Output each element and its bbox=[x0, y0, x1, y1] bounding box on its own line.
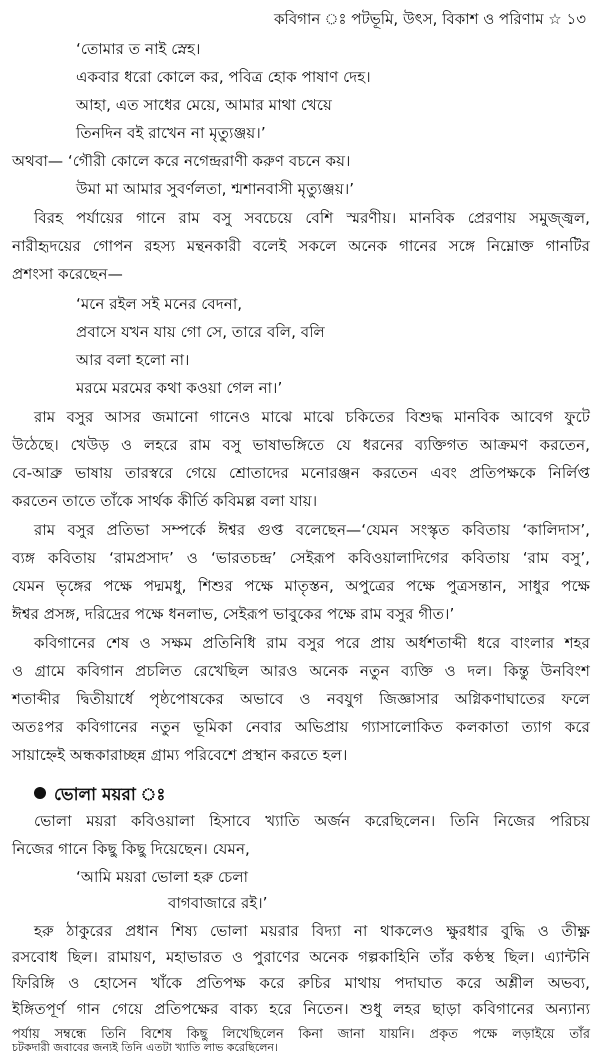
verse-line: তিনদিন বই রাখেন না মৃত্যুঞ্জয়।’ bbox=[76, 124, 266, 142]
paragraph-line: ভোলা ময়রা কবিওয়ালা হিসাবে খ্যাতি অর্জন করেছিলেন। তিনি নিজের পরিচয় bbox=[34, 812, 590, 830]
verse-line: বাগবাজারে রই।’ bbox=[168, 894, 268, 912]
verse-line: একবার ধরো কোলে কর, পবিত্র হোক পাষাণ দেহ। bbox=[76, 68, 371, 86]
verse-line: ‘মনে রইল সই মনের বেদনা, bbox=[76, 295, 243, 313]
paragraph-line: করতেন তাতে তাঁকে সার্থক কীর্তি কবিমল্ল বলা যায়। bbox=[12, 492, 318, 510]
verse-line: মরমে মরমের কথা কওয়া গেল না।’ bbox=[76, 379, 283, 397]
verse-line: প্রবাসে যখন যায় গো সে, তারে বলি, বলি bbox=[76, 323, 325, 341]
paragraph-line: সায়াহ্নেই অন্ধকারাচ্ছন্ন গ্রাম্য পরিবেশে প্রস্থান করতে হল। bbox=[12, 746, 348, 764]
bullet-icon bbox=[34, 787, 46, 799]
paragraph-line: বে-আব্রু ভাষায় তারস্বরে গেয়ে শ্রোতাদের মনোরঞ্জন করতেন এবং প্রতিপক্ষকে নির্লিপ্ত bbox=[12, 464, 590, 482]
paragraph-line: ঈশ্বর প্রসঙ্গ, দরিদ্রের পক্ষে ধনলাভ, সেইরূপ ভাবুকের পক্ষে রাম বসুর গীত।’ bbox=[12, 605, 455, 623]
paragraph-line: যেমন ভৃঙ্গের পক্ষে পদ্মমধু, শিশুর পক্ষে মাতৃস্তন, অপুত্রের পক্ষে পুত্রসন্তান, সাধুর পক্ষে bbox=[12, 577, 590, 595]
paragraph-line: কবিগানের শেষ ও সক্ষম প্রতিনিধি রাম বসুর পরে প্রায় অর্ধশতাব্দী ধরে বাংলার শহর bbox=[34, 634, 590, 652]
paragraph-line: বিরহ পর্যায়ের গানে রাম বসু সবচেয়ে বেশি স্মরণীয়। মানবিক প্রেরণায় সমুজ্জ্বল, bbox=[34, 209, 590, 227]
verse-line: আর বলা হলো না। bbox=[76, 351, 190, 369]
running-header: কবিগান ঃ পটভূমি, উৎস, বিকাশ ও পরিণাম ☆ ১৩ bbox=[274, 10, 586, 28]
verse-line: আহা, এত সাধের মেয়ে, আমার মাথা খেয়ে bbox=[76, 96, 332, 114]
paragraph-line: ফিরিঙ্গি ও হোসেন খাঁকে প্রতিপক্ষ করে রুচির মাথায় পদাঘাত করে অশ্লীল অভব্য, bbox=[12, 974, 590, 992]
verse-line: ‘আমি ময়রা ভোলা হরু চেলা bbox=[76, 868, 249, 886]
paragraph-line: নিজের গানে কিছু কিছু দিয়েছেন। যেমন, bbox=[12, 840, 250, 858]
paragraph-line: ও গ্রামে কবিগান প্রচলিত রেখেছিল আরও অনেক নতুন ব্যক্তি ও দল। কিন্তু উনবিংশ bbox=[12, 662, 590, 680]
paragraph-line: নারীহৃদয়ের গোপন রহস্য মন্থনকারী বলেই সকলে অনেক গানের সঙ্গে নিম্নোক্ত গানটির bbox=[12, 237, 590, 255]
verse-line: অথবা— ‘গৌরী কোলে করে নগেন্দ্ররাণী করুণ বচনে কয়। bbox=[12, 152, 351, 170]
paragraph-line: চটকদারী জবাবের জন্যই তিনি এতটা খ্যাতি লাভ করেছিলেন। bbox=[12, 1041, 278, 1054]
paragraph-line: রাম বসুর আসর জমানো গানেও মাঝে মাঝে চকিতের বিশুদ্ধ মানবিক আবেগ ফুটে bbox=[34, 408, 590, 426]
paragraph-line: উঠেছে। খেউড় ও লহরে রাম বসু ভাষাভঙ্গিতে যে ধরনের ব্যক্তিগত আক্রমণ করতেন, bbox=[12, 436, 590, 454]
paragraph-line: হরু ঠাকুরের প্রধান শিষ্য ভোলা ময়রার বিদ্যা না থাকলেও ক্ষুরধার বুদ্ধি ও তীক্ষ্ণ bbox=[34, 922, 590, 940]
section-title: ভোলা ময়রা ঃ bbox=[54, 785, 166, 805]
paragraph-line: ইঙ্গিতপূর্ণ গান গেয়ে প্রতিপক্ষের বাক্য হরে নিতেন। শুধু লহর ছাড়া কবিগানের অন্যান্য bbox=[12, 1000, 590, 1018]
paragraph-line: পর্যায় সম্বন্ধে তিনি বিশেষ কিছু লিখেছিলেন কিনা জানা যায়নি। প্রকৃত পক্ষে লড়াইয়ে তাঁর bbox=[12, 1027, 590, 1042]
paragraph-line: অতঃপর কবিগানের নতুন ভূমিকা নেবার অভিপ্রায় গ্যাসালোকিত কলকাতা ত্যাগ করে bbox=[12, 718, 590, 736]
paragraph-line: ব্যঙ্গ কবিতায় ‘রামপ্রসাদ’ ও ‘ভারতচন্দ্র’ সেইরূপ কবিওয়ালাদিগের কবিতায় ‘রাম বসু’, bbox=[12, 549, 590, 567]
paragraph-line: প্রশংসা করেছেন— bbox=[12, 265, 123, 283]
paragraph-line: শতাব্দীর দ্বিতীয়ার্ধে পৃষ্ঠপোষকের অভাবে ও নবযুগ জিজ্ঞাসার অগ্নিকণাঘাতের ফলে bbox=[12, 690, 590, 708]
section-heading bbox=[34, 782, 165, 810]
paragraph-line: রাম বসুর প্রতিভা সম্পর্কে ঈশ্বর গুপ্ত বলেছেন—‘যেমন সংস্কৃত কবিতায় ‘কালিদাস’, bbox=[34, 521, 590, 539]
verse-line: উমা মা আমার সুবর্ণলতা, শ্মশানবাসী মৃত্যুঞ্জয়।’ bbox=[76, 180, 355, 198]
verse-line: ‘তোমার ত নাই স্নেহ। bbox=[76, 40, 201, 58]
paragraph-line: রসবোধ ছিল। রামায়ণ, মহাভারত ও পুরাণের অনেক গল্পকাহিনি তাঁর কণ্ঠস্থ ছিল। এ্যান্টনি bbox=[12, 948, 590, 966]
